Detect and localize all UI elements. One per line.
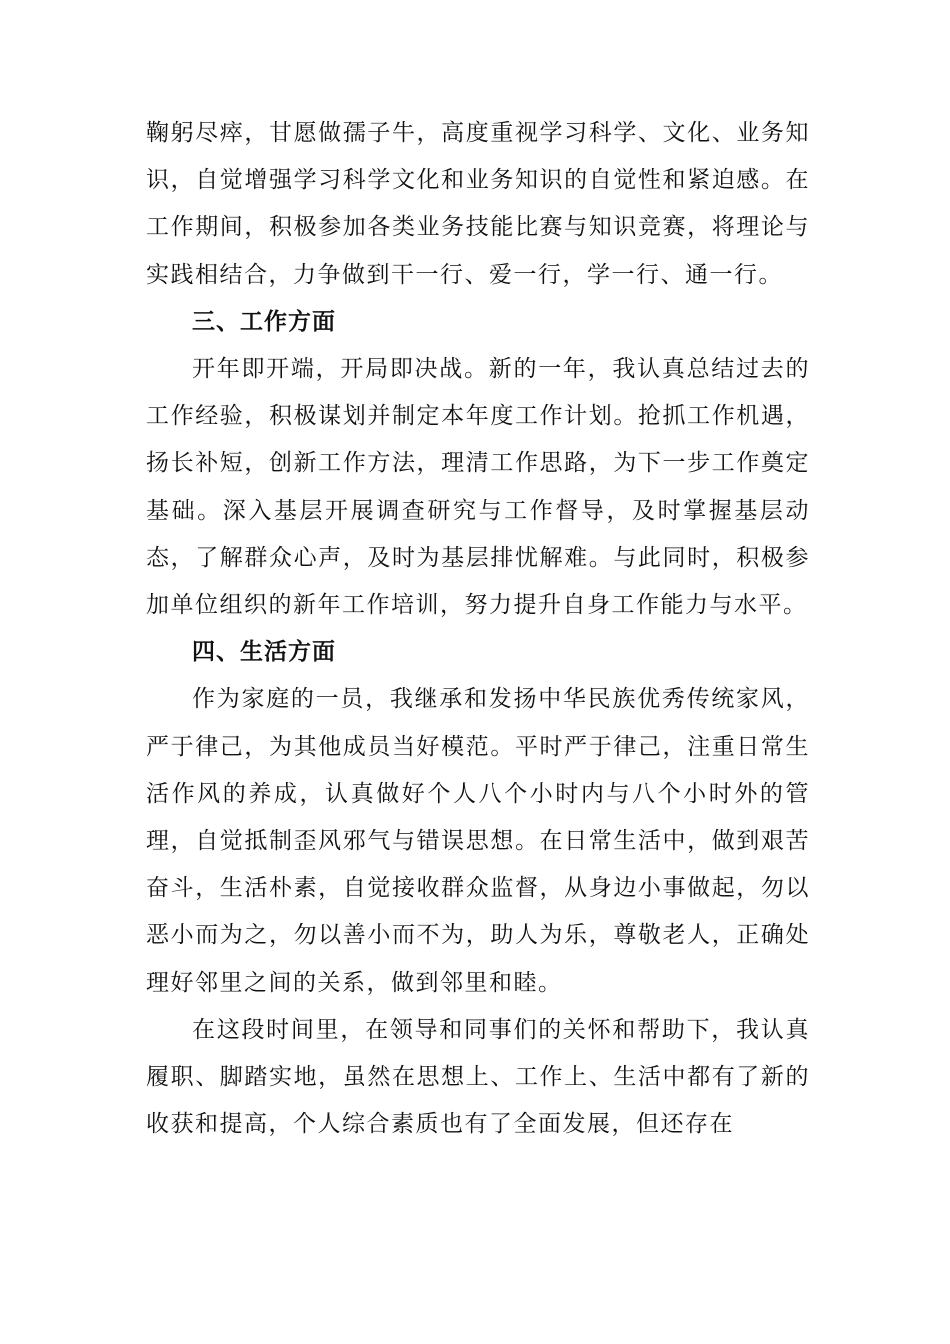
paragraph-continued: 鞠躬尽瘁，甘愿做孺子牛，高度重视学习科学、文化、业务知识，自觉增强学习科学文化和业务知识的自觉性和紧迫感。在工作期间，积极参加各类业务技能比赛与知识竞赛，将理论与实践相结合，力争做到干一行、爱一行，学一行、通一行。	[146, 120, 810, 288]
section-heading-life: 四、生活方面	[192, 639, 336, 666]
document-body	[146, 110, 810, 1148]
paragraph-summary: 在这段时间里，在领导和同事们的关怀和帮助下，我认真履职、脚踏实地，虽然在思想上、工作上、生活中都有了新的收获和提高，个人综合素质也有了全面发展，但还存在	[146, 1016, 810, 1138]
paragraph-work: 开年即开端，开局即决战。新的一年，我认真总结过去的工作经验，积极谋划并制定本年度工作计划。抢抓工作机遇，扬长补短，创新工作方法，理清工作思路，为下一步工作奠定基础。深入基层开展调查研究与工作督导，及时掌握基层动态，了解群众心声，及时为基层排忧解难。与此同时，积极参加单位组织的新年工作培训，努力提升自身工作能力与水平。	[146, 356, 810, 619]
section-heading-work: 三、工作方面	[192, 308, 336, 335]
paragraph-life: 作为家庭的一员，我继承和发扬中华民族优秀传统家风，严于律己，为其他成员当好模范。平时严于律己，注重日常生活作风的养成，认真做好个人八个小时内与八个小时外的管理，自觉抵制歪风邪气与错误思想。在日常生活中，做到艰苦奋斗，生活朴素，自觉接收群众监督，从身边小事做起，勿以恶小而为之，勿以善小而不为，助人为乐，尊敬老人，正确处理好邻里之间的关系，做到邻里和睦。	[146, 686, 810, 996]
